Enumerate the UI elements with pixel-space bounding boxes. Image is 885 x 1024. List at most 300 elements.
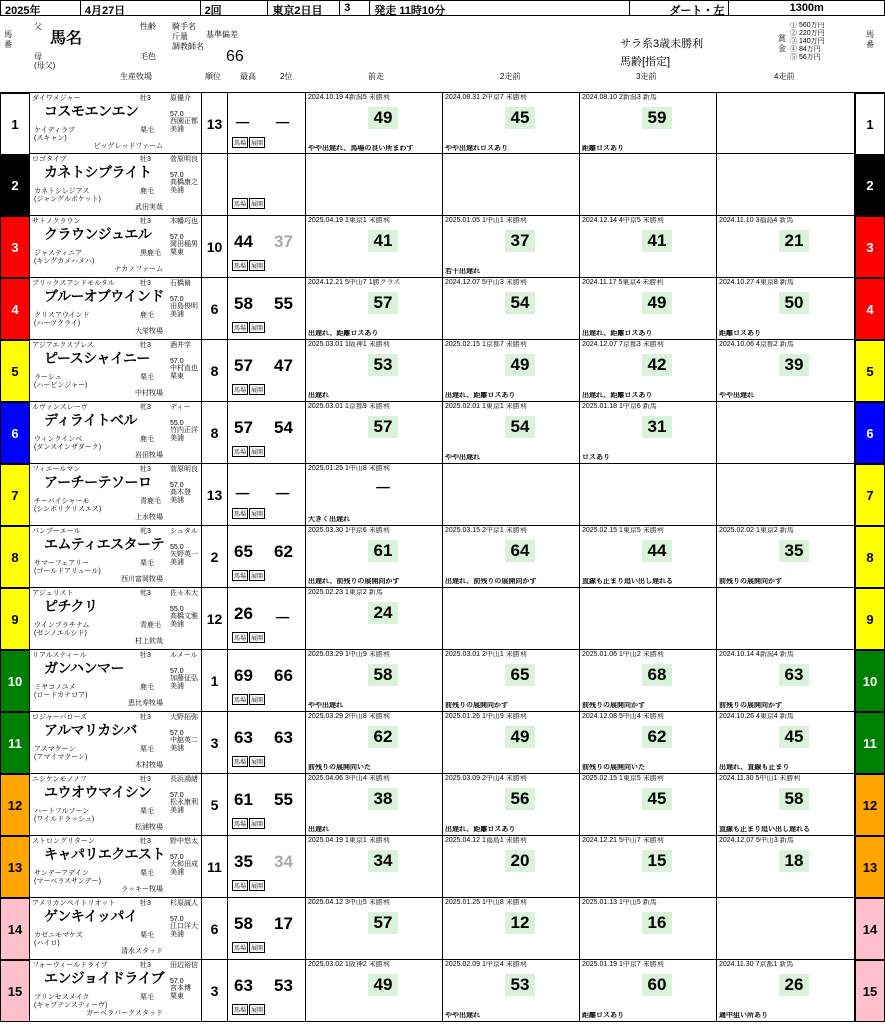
belong: 栗東 bbox=[170, 372, 184, 380]
rank: 5 bbox=[202, 774, 228, 836]
distance: 1300m bbox=[789, 2, 824, 14]
rank: 1 bbox=[202, 650, 228, 712]
dam-name: プリンセスメイク bbox=[34, 994, 90, 1001]
horse-name[interactable]: ピースシャイニー bbox=[44, 350, 150, 366]
badge-baba: 馬場 bbox=[232, 137, 248, 148]
second-index: 34 bbox=[274, 852, 293, 871]
jockey: 田辺裕信 bbox=[170, 962, 198, 969]
rank: 2 bbox=[202, 526, 228, 588]
past-run-2[interactable] bbox=[443, 402, 580, 464]
max-index: 63 bbox=[234, 976, 253, 995]
horse-name[interactable]: アーチーテソーロ bbox=[44, 474, 152, 490]
run-comment: 距離ロスあり bbox=[719, 330, 761, 337]
past-run-3[interactable] bbox=[580, 278, 717, 340]
past-run-3[interactable] bbox=[580, 526, 717, 588]
past-run-4[interactable] bbox=[717, 712, 855, 774]
run-header: 2025.04.19 1東京1 未勝利 bbox=[308, 837, 390, 844]
sex-age: 牡3 bbox=[140, 962, 151, 969]
past-run-1[interactable] bbox=[306, 278, 443, 340]
run-comment: 前残りの展開向いた bbox=[582, 764, 645, 771]
race-header bbox=[0, 0, 885, 92]
past-run-2[interactable] bbox=[443, 960, 580, 1022]
past-run-2[interactable] bbox=[443, 93, 580, 155]
run-header: 2024.12.21 5中山7 1勝クラス bbox=[308, 279, 401, 286]
run-comment: やや出遅れロスあり bbox=[445, 145, 508, 152]
run-comment: 直線も止まり追い出し遅れる bbox=[719, 826, 810, 833]
jockey-block bbox=[170, 714, 200, 752]
umaban-label-right: 馬番 bbox=[866, 30, 874, 49]
run-header: 2025.01.26 1中山9 未勝利 bbox=[445, 713, 527, 720]
badge-tenkai: 展開 bbox=[249, 632, 265, 643]
sex-age: 牡3 bbox=[140, 156, 151, 163]
belong: 美浦 bbox=[170, 868, 184, 876]
max-index: 57 bbox=[234, 418, 253, 437]
run4-label: 4走前 bbox=[774, 72, 795, 81]
horse-name[interactable]: ゲンキイッパイ bbox=[44, 908, 138, 924]
dam-name: ケイディラブ bbox=[34, 127, 75, 134]
run-header: 2025.03.09 2中山4 未勝利 bbox=[445, 775, 527, 782]
past-run-2[interactable] bbox=[443, 836, 580, 898]
past-run-3[interactable] bbox=[580, 216, 717, 278]
run-index: 65 bbox=[505, 664, 535, 686]
horse-name[interactable]: コスモエンエン bbox=[44, 103, 139, 119]
past-run-4[interactable] bbox=[717, 960, 855, 1022]
run2-label: 2走前 bbox=[500, 72, 521, 81]
max-index: 57 bbox=[234, 356, 253, 375]
umaban-label-left: 馬番 bbox=[4, 30, 12, 49]
sire-name: ルヴァンスレーヴ bbox=[32, 404, 88, 411]
max-index: 61 bbox=[234, 790, 253, 809]
horse-row bbox=[0, 898, 885, 960]
past-run-4[interactable] bbox=[717, 774, 855, 836]
sire-name: アメリカンペイトリオット bbox=[32, 900, 116, 907]
horse-row bbox=[0, 588, 885, 650]
run-comment: やや出遅れ bbox=[308, 702, 343, 709]
weight: 55.0 bbox=[170, 543, 184, 551]
post-number-right: 6 bbox=[855, 402, 885, 464]
workout-badges bbox=[232, 756, 265, 767]
workout-badges bbox=[232, 446, 265, 457]
kai: 2回 bbox=[201, 1, 269, 15]
past-run-4[interactable] bbox=[717, 650, 855, 712]
breeder: 大栄牧場 bbox=[135, 328, 163, 335]
speed-summary bbox=[228, 650, 306, 712]
coat: 青鹿毛 bbox=[140, 498, 161, 505]
run-index: 50 bbox=[779, 292, 809, 314]
horse-info bbox=[30, 588, 202, 650]
trainer: 大和田成 bbox=[170, 861, 198, 868]
badge-baba: 馬場 bbox=[232, 1004, 248, 1015]
horse-name[interactable]: ブルーオブウインド bbox=[44, 288, 164, 304]
bms-name: (ハイロ) bbox=[34, 940, 60, 947]
sex-age: 牡3 bbox=[140, 900, 151, 907]
second-index: － bbox=[274, 114, 291, 133]
second-index: 47 bbox=[274, 356, 293, 375]
run-header: 2025.03.01 1京都9 未勝利 bbox=[308, 403, 390, 410]
past-run-3[interactable] bbox=[580, 836, 717, 898]
speed-summary bbox=[228, 216, 306, 278]
badge-baba: 馬場 bbox=[232, 446, 248, 457]
run-index: 53 bbox=[368, 354, 398, 376]
dam-name: ウインプラチナム bbox=[34, 622, 90, 629]
belong: 美浦 bbox=[170, 744, 184, 752]
run-header: 2025.02.01 1東京1 未勝利 bbox=[445, 403, 527, 410]
birth-label: 生産牧場 bbox=[120, 72, 152, 81]
sex-age: 牡3 bbox=[140, 95, 151, 102]
run-index: 57 bbox=[368, 912, 398, 934]
race-info-bar bbox=[0, 0, 885, 16]
run-index: 49 bbox=[505, 354, 535, 376]
badge-tenkai: 展開 bbox=[249, 446, 265, 457]
jockey-block bbox=[170, 776, 200, 814]
run-index: 68 bbox=[642, 664, 672, 686]
weight: 57.0 bbox=[170, 110, 184, 118]
run-header: 2024.11.30 7京都1 新馬 bbox=[719, 961, 794, 968]
past-run-1[interactable] bbox=[306, 216, 443, 278]
post-number-right: 8 bbox=[855, 526, 885, 588]
dam-name: アスマクーン bbox=[34, 746, 76, 753]
horse-info bbox=[30, 340, 202, 402]
sex-age: 牡3 bbox=[140, 280, 151, 287]
past-run-1[interactable] bbox=[306, 650, 443, 712]
weight: 57.0 bbox=[170, 729, 184, 737]
run-index: 38 bbox=[368, 788, 398, 810]
past-run-1[interactable] bbox=[306, 464, 443, 526]
run-comment: 距離ロスあり bbox=[582, 145, 624, 152]
jockey: ディー bbox=[170, 404, 191, 411]
post-number-left: 4 bbox=[0, 278, 30, 340]
prize-1: ① 560万円 bbox=[790, 22, 825, 29]
horse-info bbox=[30, 154, 202, 216]
badge-tenkai: 展開 bbox=[249, 818, 265, 829]
past-run-3[interactable] bbox=[580, 898, 717, 960]
run-comment: 距離ロスあり bbox=[582, 1012, 624, 1019]
workout-badges bbox=[232, 508, 265, 519]
jockey-block bbox=[170, 404, 200, 442]
run-header: 2025.04.19 1東京1 未勝利 bbox=[308, 217, 390, 224]
breeder: 武田実哉 bbox=[135, 204, 163, 211]
horse-row bbox=[0, 216, 885, 278]
run-header: 2025.04.12 1福島1 未勝利 bbox=[445, 837, 527, 844]
dam-name: サンデーアデイン bbox=[34, 870, 89, 877]
run-header: 2025.01.25 1中山8 未勝利 bbox=[308, 465, 390, 472]
past-run-3[interactable] bbox=[580, 774, 717, 836]
post-number-right: 3 bbox=[855, 216, 885, 278]
run-index: 56 bbox=[505, 788, 535, 810]
second-label: 2位 bbox=[280, 72, 293, 81]
sex-age: 牝3 bbox=[140, 404, 151, 411]
second-index: 17 bbox=[274, 914, 293, 933]
past-run-1[interactable] bbox=[306, 588, 443, 650]
sire-name: サトノクラウン bbox=[32, 218, 81, 225]
past-run-2[interactable] bbox=[443, 650, 580, 712]
rank: 12 bbox=[202, 588, 228, 650]
coat: 鹿毛 bbox=[140, 684, 154, 691]
trainer: 高木登 bbox=[170, 489, 191, 496]
run-header: 2024.10.19 4新潟5 未勝利 bbox=[308, 94, 390, 101]
bms-name: (ゼンノエルシド) bbox=[34, 630, 87, 637]
bms-label: (母父) bbox=[34, 61, 56, 70]
run-header: 2025.01.19 1中京7 未勝利 bbox=[582, 961, 664, 968]
post-number-right: 13 bbox=[855, 836, 885, 898]
order-label: 順位 bbox=[205, 72, 221, 81]
past-run-4 bbox=[717, 898, 855, 960]
horse-name[interactable]: クラウンジュエル bbox=[44, 226, 152, 242]
badge-tenkai: 展開 bbox=[249, 942, 265, 953]
weight: 57.0 bbox=[170, 171, 184, 179]
past-run-1[interactable] bbox=[306, 836, 443, 898]
coat: 栗毛 bbox=[140, 746, 154, 753]
run-header: 2024.08.10 2新潟3 新馬 bbox=[582, 94, 657, 101]
jockey-block bbox=[170, 218, 200, 256]
jockey-block bbox=[170, 838, 200, 876]
run-header: 2025.01.25 1中山8 未勝利 bbox=[445, 899, 527, 906]
belong: 美浦 bbox=[170, 682, 184, 690]
badge-tenkai: 展開 bbox=[249, 694, 265, 705]
run-comment: 前残りの展開向いた bbox=[308, 764, 371, 771]
max-index: － bbox=[234, 485, 251, 504]
run-index: 62 bbox=[642, 726, 672, 748]
run-header: 2025.03.01 2中山1 未勝利 bbox=[445, 651, 527, 658]
horse-row bbox=[0, 774, 885, 836]
coat: 黒鹿毛 bbox=[140, 250, 161, 257]
speed-summary bbox=[228, 836, 306, 898]
coat: 栗毛 bbox=[140, 994, 154, 1001]
past-run-2[interactable] bbox=[443, 216, 580, 278]
run-header: 2025.04.12 3中山5 未勝利 bbox=[308, 899, 390, 906]
past-run-3[interactable] bbox=[580, 402, 717, 464]
belong: 美浦 bbox=[170, 125, 184, 133]
trainer: 高橋文雅 bbox=[170, 613, 198, 620]
past-run-2[interactable] bbox=[443, 340, 580, 402]
weight: 57.0 bbox=[170, 791, 184, 799]
horse-row bbox=[0, 712, 885, 774]
horse-info bbox=[30, 898, 202, 960]
sex-age: 牡3 bbox=[140, 342, 151, 349]
weight: 57.0 bbox=[170, 853, 184, 861]
trainer: 田島俊明 bbox=[170, 303, 198, 310]
past-run-4 bbox=[717, 93, 855, 155]
jockey-block bbox=[170, 900, 200, 938]
horse-name[interactable]: エンジョイドライブ bbox=[44, 970, 165, 986]
dam-name: ウィンクインベ bbox=[34, 436, 83, 443]
past-run-3[interactable] bbox=[580, 340, 717, 402]
run-comment: 出遅れ bbox=[308, 826, 329, 833]
rank: 11 bbox=[202, 836, 228, 898]
run-header: 2025.01.18 1中京6 新馬 bbox=[582, 403, 657, 410]
jockey: 長浜鴻緒 bbox=[170, 776, 198, 783]
bms-name: (ハーツクライ) bbox=[34, 320, 81, 327]
post-number-left: 13 bbox=[0, 836, 30, 898]
run-index: 58 bbox=[779, 788, 809, 810]
past-run-2[interactable] bbox=[443, 774, 580, 836]
belong: 美浦 bbox=[170, 310, 184, 318]
surface: ダート・左 bbox=[630, 1, 730, 15]
past-run-1[interactable] bbox=[306, 960, 443, 1022]
run-index: 53 bbox=[505, 974, 535, 996]
horse-row bbox=[0, 340, 885, 402]
run-index: 26 bbox=[779, 974, 809, 996]
speed-summary bbox=[228, 402, 306, 464]
badge-baba: 馬場 bbox=[232, 694, 248, 705]
run-header: 2025.02.09 1中京4 未勝利 bbox=[445, 961, 527, 968]
past-run-3[interactable] bbox=[580, 93, 717, 155]
past-run-2[interactable] bbox=[443, 526, 580, 588]
workout-badges bbox=[232, 942, 265, 953]
rank: 10 bbox=[202, 216, 228, 278]
belong: 栗東 bbox=[170, 248, 184, 256]
post-number-right: 12 bbox=[855, 774, 885, 836]
horse-row bbox=[0, 278, 885, 340]
speed-summary bbox=[228, 774, 306, 836]
run-header: 2024.08.31 2中京7 未勝利 bbox=[445, 94, 527, 101]
post-number-right: 4 bbox=[855, 278, 885, 340]
workout-badges bbox=[232, 260, 265, 271]
run-header: 2025.02.15 1京都7 未勝利 bbox=[445, 341, 527, 348]
max-label: 最高 bbox=[240, 72, 256, 81]
jockey: シュタル bbox=[170, 528, 198, 535]
past-run-1[interactable] bbox=[306, 526, 443, 588]
prize-label: 賞金 bbox=[778, 34, 786, 53]
sire-name: ロジャーバローズ bbox=[32, 714, 88, 721]
sex-age: 牡3 bbox=[140, 218, 151, 225]
run-header: 2024.10.27 4東京8 新馬 bbox=[719, 279, 794, 286]
past-run-4[interactable] bbox=[717, 526, 855, 588]
breeder: ラッキー牧場 bbox=[121, 886, 163, 893]
weight: 57.0 bbox=[170, 915, 184, 923]
jockey: 木幡巧也 bbox=[170, 218, 198, 225]
horse-info bbox=[30, 712, 202, 774]
past-run-4[interactable] bbox=[717, 836, 855, 898]
run-header: 2024.11.17 5東京4 未勝利 bbox=[582, 279, 664, 286]
father-label: 父 bbox=[34, 22, 42, 31]
date: 4月27日 bbox=[81, 1, 201, 15]
max-index: 58 bbox=[234, 294, 253, 313]
horse-name[interactable]: カネトシブライト bbox=[44, 164, 152, 180]
second-index: 55 bbox=[274, 294, 293, 313]
belong: 美浦 bbox=[170, 186, 184, 194]
coat: 青鹿毛 bbox=[140, 622, 161, 629]
run-comment: 前残りの展開向かず bbox=[719, 578, 782, 585]
run-index: 20 bbox=[505, 850, 535, 872]
horse-name[interactable]: ユウオウマイシン bbox=[44, 784, 152, 800]
horse-name[interactable]: アルマリカシバ bbox=[44, 722, 137, 738]
past-run-1[interactable] bbox=[306, 340, 443, 402]
past-run-2[interactable] bbox=[443, 278, 580, 340]
run-index: 12 bbox=[505, 912, 535, 934]
dam-name: サマーフェアリー bbox=[34, 560, 90, 567]
run-index: 57 bbox=[368, 292, 398, 314]
sire-name: パンプーエール bbox=[32, 528, 81, 535]
past-run-1[interactable] bbox=[306, 402, 443, 464]
run-comment: 出遅れ、前残りの展開向かず bbox=[445, 578, 537, 585]
workout-badges bbox=[232, 570, 265, 581]
past-run-1[interactable] bbox=[306, 898, 443, 960]
past-run-3[interactable] bbox=[580, 650, 717, 712]
run-index: 34 bbox=[368, 850, 398, 872]
past-run-4[interactable] bbox=[717, 278, 855, 340]
horse-name[interactable]: ガンハンマー bbox=[44, 660, 125, 676]
horse-table bbox=[0, 92, 885, 1022]
horse-name[interactable]: ピチクリ bbox=[44, 598, 98, 614]
run-header: 2024.12.07 7京都3 未勝利 bbox=[582, 341, 664, 348]
horse-name[interactable]: エムティエスターテ bbox=[44, 536, 165, 552]
bms-name: (キングカメハメハ) bbox=[34, 258, 95, 265]
past-run-4[interactable] bbox=[717, 340, 855, 402]
breeder: 岩田牧場 bbox=[135, 452, 163, 459]
run-header: 2025.03.15 2中京1 未勝利 bbox=[445, 527, 527, 534]
run-index: － bbox=[374, 479, 392, 498]
breeder: 中村牧場 bbox=[135, 390, 163, 397]
past-run-2 bbox=[443, 464, 580, 526]
run-header: 2025.04.06 3中山4 未勝利 bbox=[308, 775, 390, 782]
past-run-1[interactable] bbox=[306, 774, 443, 836]
past-run-1[interactable] bbox=[306, 93, 443, 155]
coat: 栗毛 bbox=[140, 127, 154, 134]
coat-label: 毛色 bbox=[140, 52, 156, 61]
jockey: 菅原明良 bbox=[170, 466, 198, 473]
rank: 13 bbox=[202, 464, 228, 526]
speed-summary bbox=[228, 712, 306, 774]
horse-name[interactable]: キャパリエクエスト bbox=[44, 846, 165, 862]
post-number-right: 11 bbox=[855, 712, 885, 774]
prize-5: ⑤ 56万円 bbox=[790, 54, 821, 61]
run-comment: 出遅れ、距離ロスあり bbox=[445, 826, 516, 833]
max-index: － bbox=[234, 114, 251, 133]
breeder: 西川富岡牧場 bbox=[121, 576, 163, 583]
workout-badges bbox=[232, 880, 265, 891]
run-index: 64 bbox=[505, 540, 535, 562]
past-run-2 bbox=[443, 588, 580, 650]
bms-name: (アマイマクーン) bbox=[34, 754, 88, 761]
run-header: 2024.12.08 5中山4 未勝利 bbox=[582, 713, 664, 720]
post-number-right: 10 bbox=[855, 650, 885, 712]
trainer: 松永康利 bbox=[170, 799, 198, 806]
past-run-4[interactable] bbox=[717, 216, 855, 278]
post-number-left: 7 bbox=[0, 464, 30, 526]
horse-name[interactable]: ディライトベル bbox=[44, 412, 137, 428]
breeder: 木村牧場 bbox=[135, 762, 163, 769]
run-comment: 出遅れ、距離ロスあり bbox=[445, 392, 516, 399]
run-comment: 出遅れ、前残りの展開向かず bbox=[308, 578, 400, 585]
sex-age: 牡3 bbox=[140, 838, 151, 845]
past-run-2[interactable] bbox=[443, 712, 580, 774]
past-run-2[interactable] bbox=[443, 898, 580, 960]
bms-name: (キャプテンスティーヴ) bbox=[34, 1002, 108, 1009]
max-index: 44 bbox=[234, 232, 253, 251]
prize-4: ④ 84万円 bbox=[790, 46, 821, 53]
past-run-3[interactable] bbox=[580, 712, 717, 774]
start-time: 発走 11時10分 bbox=[370, 1, 629, 15]
badge-baba: 馬場 bbox=[232, 384, 248, 395]
run-index: 42 bbox=[642, 354, 672, 376]
past-run-1[interactable] bbox=[306, 712, 443, 774]
max-index: 26 bbox=[234, 604, 253, 623]
past-run-3[interactable] bbox=[580, 960, 717, 1022]
horse-row bbox=[0, 402, 885, 464]
prev-run-label: 前走 bbox=[368, 72, 384, 81]
badge-tenkai: 展開 bbox=[249, 260, 265, 271]
post-number-right: 15 bbox=[855, 960, 885, 1022]
badge-baba: 馬場 bbox=[232, 632, 248, 643]
run-index: 15 bbox=[642, 850, 672, 872]
past-run-4 bbox=[717, 402, 855, 464]
trainer: 矢野英一 bbox=[170, 551, 198, 558]
sire-name: アジアエクスプレス bbox=[32, 342, 94, 349]
run-index: 18 bbox=[779, 850, 809, 872]
rank: 6 bbox=[202, 278, 228, 340]
run-comment: 前残りの展開向かず bbox=[445, 702, 508, 709]
